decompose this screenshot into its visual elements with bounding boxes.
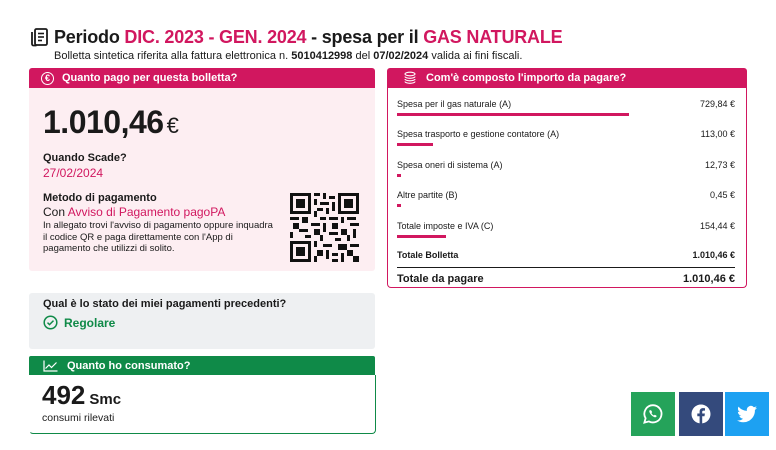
page-title: Periodo DIC. 2023 - GEN. 2024 - spesa per il GAS NATURALE	[54, 26, 563, 47]
payment-description: In allegato trovi l'avviso di pagamento oppure inquadra il codice QR e paga direttamente con l'App di pagamento che utilizzi di solito.	[43, 220, 273, 254]
breakdown-card	[387, 68, 747, 288]
document-icon	[30, 27, 50, 47]
breakdown-row-label: Spesa oneri di sistema (A)	[397, 160, 503, 170]
total-bill-value: 1.010,46 €	[692, 250, 735, 260]
breakdown-row-value: 12,73 €	[704, 160, 735, 170]
payment-method: Con Avviso di Pagamento pagoPA	[43, 205, 226, 219]
payment-method-name: Avviso di Pagamento pagoPA	[67, 205, 226, 219]
consumption-value: 492 Smc	[42, 380, 122, 410]
breakdown-row-label: Altre partite (B)	[397, 190, 458, 200]
breakdown-row-value: 113,00 €	[700, 129, 735, 139]
breakdown-card-header	[387, 68, 747, 88]
payments-status-value: Regolare	[64, 315, 116, 330]
whatsapp-icon	[641, 402, 665, 426]
euro-icon: €	[41, 72, 54, 85]
bill-amount: 1.010,46 €	[43, 104, 179, 140]
share-whatsapp-button[interactable]	[631, 392, 675, 436]
consumption-card-title: Quanto ho consumato?	[67, 359, 191, 372]
breakdown-row-bar	[397, 204, 401, 207]
breakdown-row-bar	[397, 113, 629, 116]
amount-card	[29, 68, 375, 271]
service-name: GAS NATURALE	[423, 26, 563, 47]
payments-status-card	[29, 293, 375, 349]
due-date-value: 27/02/2024	[43, 166, 104, 180]
billing-period: DIC. 2023 - GEN. 2024	[124, 26, 307, 47]
breakdown-row-bar	[397, 235, 446, 238]
check-circle-icon	[43, 315, 58, 330]
invoice-date: 07/02/2024	[373, 50, 429, 62]
page-subtitle: Bolletta sintetica riferita alla fattura elettronica n. 5010412998 del 07/02/2024 valida ai fini fiscali.	[54, 50, 523, 62]
share-twitter-button[interactable]	[725, 392, 769, 436]
invoice-number: 5010412998	[291, 50, 353, 62]
page-header	[30, 26, 562, 48]
coins-icon	[403, 71, 417, 85]
total-pay-label: Totale da pagare	[397, 273, 484, 285]
breakdown-row-bar	[397, 174, 401, 177]
amount-card-header	[29, 68, 375, 88]
share-facebook-button[interactable]	[679, 392, 723, 436]
breakdown-row-value: 154,44 €	[699, 221, 735, 231]
line-chart-icon	[43, 360, 58, 372]
breakdown-row-label: Totale imposte e IVA (C)	[397, 221, 494, 231]
total-bill-label: Totale Bolletta	[397, 250, 459, 260]
amount-card-title: Quanto pago per questa bolletta?	[62, 72, 238, 84]
breakdown-row-bar	[397, 143, 433, 146]
consumption-card	[29, 356, 375, 434]
breakdown-row-label: Spesa trasporto e gestione contatore (A)	[397, 129, 560, 139]
payments-status-question: Qual è lo stato dei miei pagamenti precedenti?	[43, 298, 287, 310]
twitter-icon	[735, 402, 759, 426]
payments-status	[43, 315, 115, 330]
consumption-label: consumi rilevati	[42, 412, 115, 424]
consumption-unit: Smc	[89, 391, 122, 408]
breakdown-row-label: Spesa per il gas naturale (A)	[397, 99, 512, 109]
total-pay-value: 1.010,46 €	[683, 273, 735, 285]
qr-code[interactable]	[290, 192, 359, 263]
due-date-label: Quando Scade?	[43, 152, 127, 164]
payment-method-label: Metodo di pagamento	[43, 192, 157, 204]
breakdown-row-value: 0,45 €	[709, 190, 735, 200]
breakdown-row-value: 729,84 €	[699, 99, 735, 109]
breakdown-card-title: Com'è composto l'importo da pagare?	[426, 72, 627, 84]
total-divider	[397, 267, 735, 268]
consumption-card-header	[29, 356, 375, 375]
facebook-icon	[689, 402, 713, 426]
